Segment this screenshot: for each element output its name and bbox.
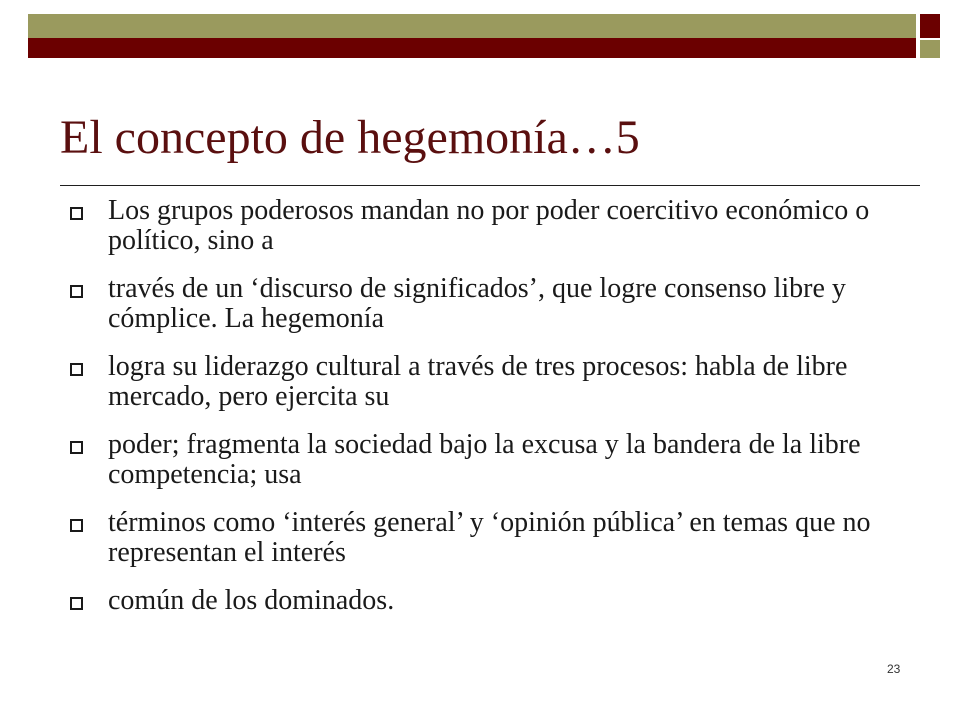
title-divider: [60, 185, 920, 186]
header-square-maroon: [920, 14, 940, 38]
header-square-olive: [920, 40, 940, 58]
bullet-item: [60, 586, 920, 616]
bullet-item: [60, 196, 920, 256]
hollow-square-icon: [70, 285, 83, 298]
hollow-square-icon: [70, 597, 83, 610]
bullet-text: poder; fragmenta la sociedad bajo la excusa y la bandera de la libre competencia; usa: [108, 429, 861, 490]
bullet-item: [60, 430, 920, 490]
hollow-square-icon: [70, 441, 83, 454]
page-number: 23: [887, 662, 901, 676]
header-bar-maroon: [28, 38, 916, 58]
bullet-item: [60, 352, 920, 412]
hollow-square-icon: [70, 519, 83, 532]
bullet-list: [60, 196, 920, 634]
bullet-item: [60, 274, 920, 334]
bullet-text: través de un ‘discurso de significados’, que logre consenso libre y cómplice. La hegemonía: [108, 273, 846, 334]
bullet-text: Los grupos poderosos mandan no por poder coercitivo económico o político, sino a: [108, 195, 870, 256]
slide-title: El concepto de hegemonía…5: [60, 111, 640, 164]
bullet-text: común de los dominados.: [108, 585, 395, 616]
bullet-item: [60, 508, 920, 568]
header-bar-olive: [28, 14, 916, 38]
hollow-square-icon: [70, 363, 83, 376]
hollow-square-icon: [70, 207, 83, 220]
bullet-text: términos como ‘interés general’ y ‘opinión pública’ en temas que no representan el interés: [108, 507, 871, 568]
bullet-text: logra su liderazgo cultural a través de tres procesos: habla de libre mercado, pero ejercita su: [108, 351, 848, 412]
